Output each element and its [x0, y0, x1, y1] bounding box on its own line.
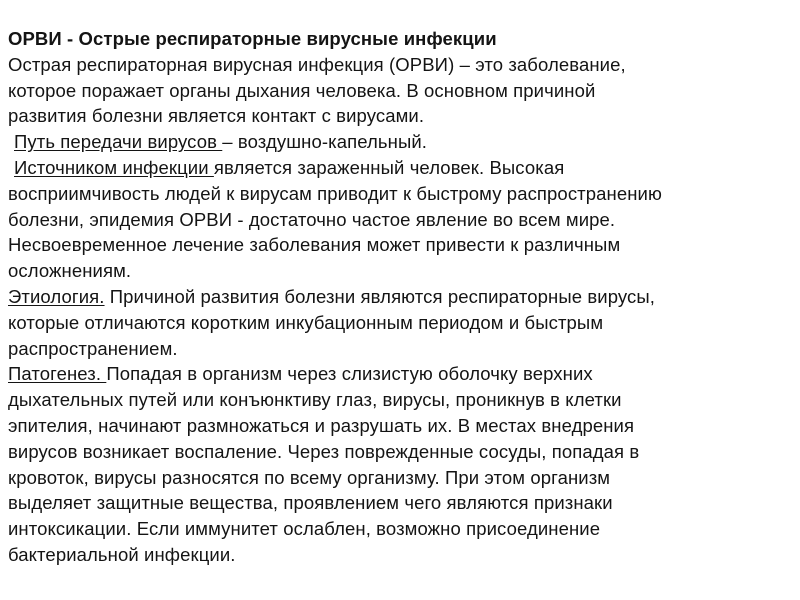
text-line — [8, 207, 794, 233]
line-text: распространением. — [8, 337, 178, 359]
text-line — [8, 103, 794, 129]
text-line — [8, 52, 794, 78]
text-line — [8, 232, 794, 258]
text-line — [8, 439, 794, 465]
document-body — [8, 26, 794, 568]
document-text — [8, 52, 794, 568]
text-line — [8, 181, 794, 207]
line-text: Причиной развития болезни являются респираторные вирусы, — [104, 285, 656, 307]
line-text: кровоток, вирусы разносятся по всему организму. При этом организм — [8, 466, 611, 488]
text-line — [8, 129, 794, 155]
line-text: эпителия, начинают размножаться и разрушать их. В местах внедрения — [8, 414, 635, 436]
line-text: которые отличаются коротким инкубационным периодом и быстрым — [8, 311, 604, 333]
text-line — [8, 155, 794, 181]
line-text: Острая респираторная вирусная инфекция (ОРВИ) – это заболевание, — [8, 53, 626, 75]
underlined-heading: Этиология. — [8, 285, 105, 307]
text-line — [8, 413, 794, 439]
text-line — [8, 490, 794, 516]
line-text: которое поражает органы дыхания человека. В основном причиной — [8, 79, 596, 101]
line-text: осложнениям. — [8, 260, 132, 282]
text-line — [8, 310, 794, 336]
line-text: выделяет защитные вещества, проявлением чего являются признаки — [8, 492, 613, 514]
line-text: – воздушно-капельный. — [222, 131, 428, 153]
underlined-heading: Патогенез. — [8, 363, 107, 385]
line-text: болезни, эпидемия ОРВИ - достаточно частое явление во всем мире. — [8, 208, 616, 230]
line-text: интоксикации. Если иммунитет ослаблен, возможно присоединение — [8, 518, 601, 540]
line-text: бактериальной инфекции. — [8, 543, 236, 565]
text-line — [8, 542, 794, 568]
text-line — [8, 78, 794, 104]
text-line — [8, 516, 794, 542]
line-text: Попадая в организм через слизистую оболочку верхних — [106, 363, 593, 385]
text-line — [8, 258, 794, 284]
underlined-heading: Путь передачи вирусов — [14, 131, 223, 153]
text-line — [8, 284, 794, 310]
line-text: развития болезни является контакт с вирусами. — [8, 105, 425, 127]
line-text: восприимчивость людей к вирусам приводит к быстрому распространению — [8, 182, 662, 204]
text-line — [8, 336, 794, 362]
line-text: вирусов возникает воспаление. Через поврежденные сосуды, попадая в — [8, 440, 640, 462]
underlined-heading: Источником инфекции — [14, 156, 214, 178]
line-text: Несвоевременное лечение заболевания может привести к различным — [8, 234, 621, 256]
text-line — [8, 387, 794, 413]
line-text: дыхательных путей или конъюнктиву глаз, вирусы, проникнув в клетки — [8, 389, 622, 411]
document-title: ОРВИ - Острые респираторные вирусные инфекции — [8, 28, 497, 49]
text-line — [8, 361, 794, 387]
line-text: является зараженный человек. Высокая — [213, 156, 565, 178]
text-line — [8, 465, 794, 491]
